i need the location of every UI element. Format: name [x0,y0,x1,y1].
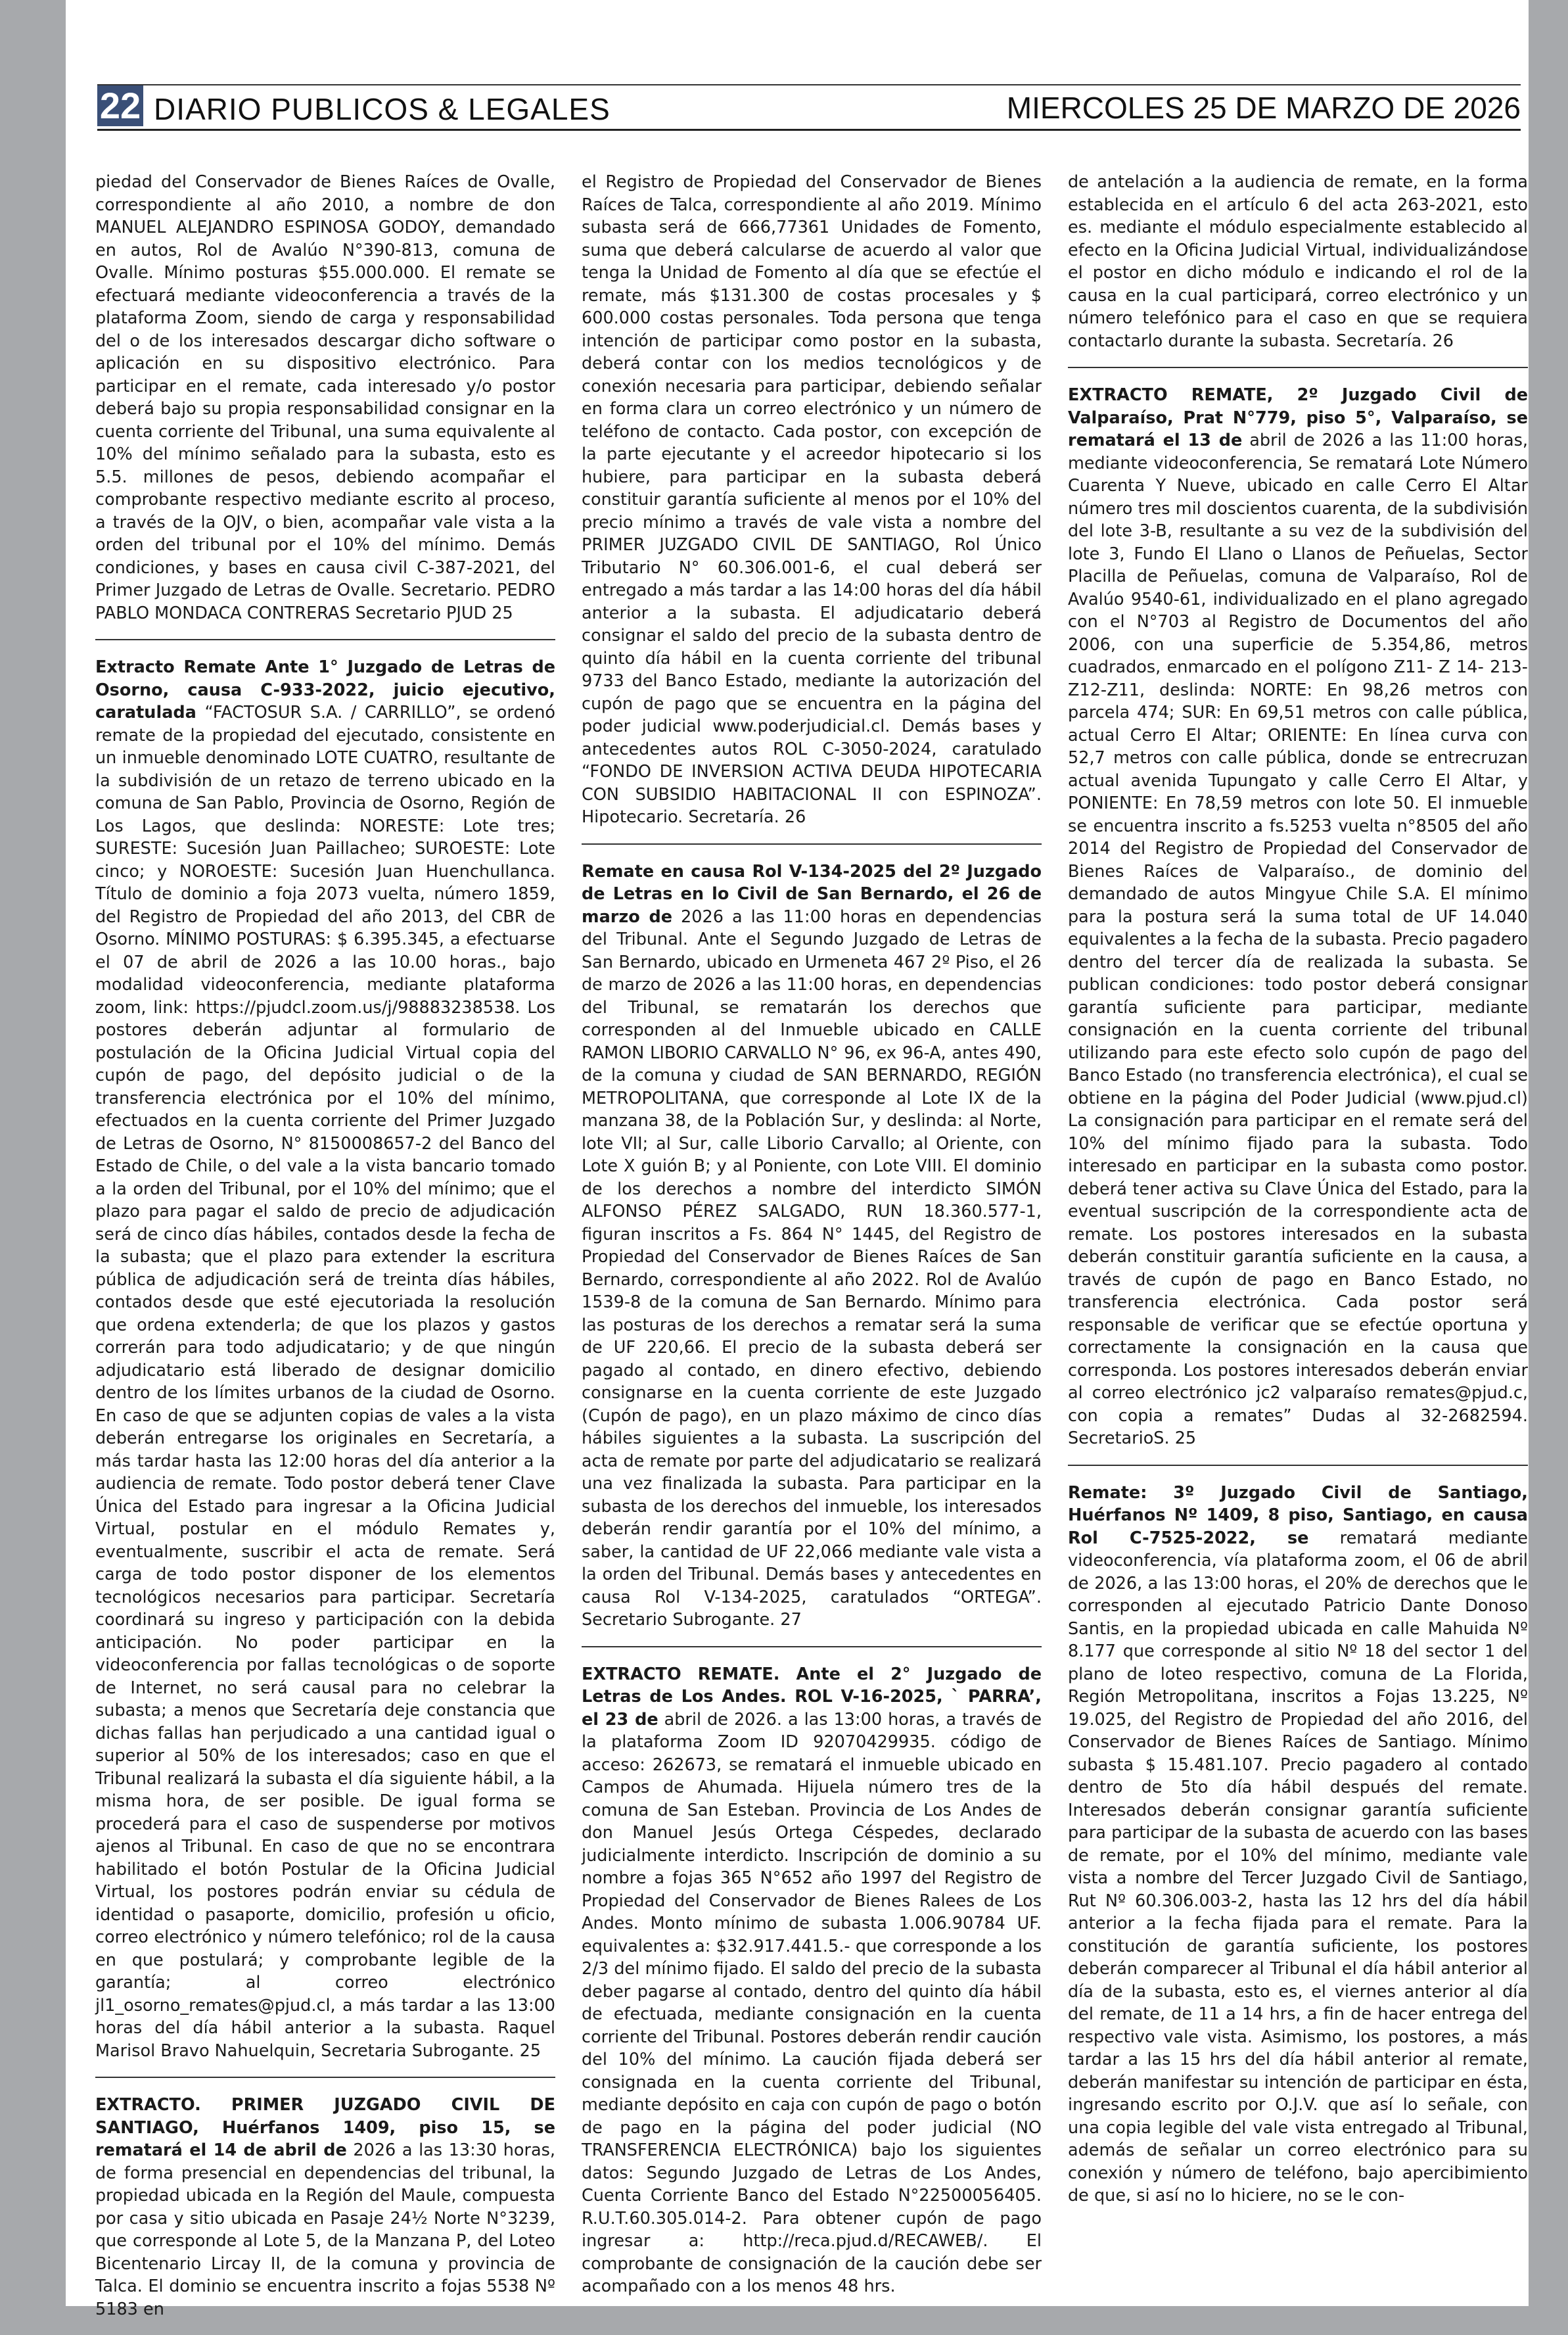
header-bottom-rule [97,129,1521,131]
notice-body: de antelación a la audiencia de remate, en la forma establecida en el artículo 6 del acta 263-2021, esto es. mediante el módulo especialmente establecido al efecto en la Oficina Judicial Virtual, individualizándose el postor en dicho módulo e indicando el rol de la causa en la cual participará, correo electrónico y un número telefónico para el caso en que se requiera contactarlo durante la subasta. Secretaría. 26 [1068,172,1528,351]
legal-notice [95,656,555,2078]
notice-heading: EXTRACTO REMATE. Ante el 2° Juzgado de Letras de Los Andes. ROL V-16-2025, ` PARRA’, el 23 de [582,1664,1042,1730]
column-2 [582,171,1042,2296]
legal-notice [1068,384,1528,1466]
notice-heading: EXTRACTO REMATE, 2º Juzgado Civil de Valparaíso, Prat N°779, piso 5°, Valparaíso, se rematará el 13 de [1068,385,1528,450]
legal-notice [1068,1482,1528,2222]
column-1 [95,171,555,2319]
publication-name: DIARIO PUBLICOS & LEGALES [154,92,611,126]
notice-body: “FACTOSUR S.A. / CARRILLO”, se ordenó remate de la propiedad del ejecutado, consistente en un inmueble denominado LOTE CUATRO, resultante de la subdivisión de un retazo de terreno ubicado en la comuna de San Pablo, Provincia de Osorno, Región de Los Lagos, que deslinda: NORESTE: Lote tres; SURESTE: Sucesión Juan Paillacheo; SUROESTE: Lote cinco; y NOROESTE: Sucesión Juan Huenchullanca. Título de dominio a foja 2073 vuelta, número 1859, del Registro de Propiedad del año 2013, del CBR de Osorno. MÍNIMO POSTURAS: $ 6.395.345, a efectuarse el 07 de abril de 2026 a las 10.00 horas., bajo modalidad videoconferencia, mediante plataforma zoom, link: https://pjudcl.zoom.us/j/98883238538. Los postores deberán adjuntar al formulario de postulación de la Oficina Judicial Virtual copia del cupón de pago, del depósito judicial o de la transferencia electrónica por el 10% del mínimo, efectuados en la cuenta corriente del Primer Juzgado de Letras de Osorno, N° 8150008657-2 del Banco del Estado de Chile, o del vale a la vista bancario tomado a la orden del Tribunal, por el 10% del mínimo; que el plazo para pagar el saldo de precio de adjudicación será de cinco días hábiles, contados desde la fecha de la subasta; que el plazo para extender la escritura pública de adjudicación será de treinta días hábiles, contados desde que esté ejecutoriada la resolución que ordena extenderla; de que los plazos y gastos correrán para todo adjudicatario; y de que ningún adjudicatario está liberado de designar domicilio dentro de los límites urbanos de la ciudad de Osorno. En caso de que se adjunten copias de vales a la vista deberán entregarse los originales en Secretaría, a más tardar hasta las 12:00 horas del día anterior a la audiencia de remate. Todo postor deberá tener Clave Única del Estado para ingresar a la Oficina Judicial Virtual, postular en el módulo Remates y, eventualmente, suscribir el acta de remate. Será carga de todo postor disponer de los elementos tecnológicos necesarios para participar. Secretaría coordinará su ingreso y participación con la debida anticipación. No poder participar en la videoconferencia por fallas tecnológicas o de soporte de Internet, no será causal para no celebrar la subasta; a menos que Secretaría deje constancia que dichas fallas han perjudicado a una cantidad igual o superior al 50% de los interesados; caso en que el Tribunal realizará la subasta el día siguiente hábil, a la misma hora, de ser posible. De igual forma se procederá para el caso de suspenderse por motivos ajenos al Tribunal. En caso de que no se encontrara habilitado el botón Postular de la Oficina Judicial Virtual, los postores podrán enviar su cédula de identidad o pasaporte, domicilio, profesión u oficio, correo electrónico y número telefónico; rol de la causa en que postulará; y comprobante legible de la garantía; al correo electrónico jl1_osorno_remates@pjud.cl, a más tardar a las 13:00 horas del día hábil anterior a la subasta. Raquel Marisol Bravo Nahuelquin, Secretaria Subrogante. 25 [95,703,555,2061]
notice-heading: EXTRACTO. PRIMER JUZGADO CIVIL DE SANTIAGO, Huérfanos 1409, piso 15, se rematará el 14 de abril de [95,2095,555,2160]
notice-body: abril de 2026 a las 11:00 horas, mediante videoconferencia, Se rematará Lote Número Cuarenta Y Nueve, ubicado en calle Cerro El Altar número tres mil doscientos cuarenta, de la subdivisión del lote 3-B, resultante a su vez de la subdivisión del lote 3, Fundo El Llano o Llanos de Peñuelas, Sector Placilla de Peñuelas, comuna de Valparaíso, Rol de Avalúo 9540-61, individualizado en el plano agregado con el N°703 al Registro de Documentos del año 2006, con una superficie de 5.354,86, metros cuadrados, enmarcado en el polígono Z11- Z 14- 213- Z12-Z11, deslinda: NORTE: En 98,26 metros con parcela 474; SUR: En 69,51 metros con calle pública, actual Cerro El Altar; ORIENTE: En línea curva con 52,7 metros con calle pública, donde se entrecruzan actual avenida Tupungato y calle Cerro El Altar, y PONIENTE: En 78,59 metros con lote 50. El inmueble se encuentra inscrito a fs.5253 vuelta n°8505 del año 2014 del Registro de Propiedad del Conservador de Bienes Raíces de Valparaíso., de dominio del demandado de autos Mingyue Chile S.A. El mínimo para la postura será la suma total de UF 14.040 equivalentes a la fecha de la subasta. Precio pagadero dentro del tercer día de realizada la subasta. Se publican condiciones: todo postor deberá consignar garantía suficiente para participar, mediante consignación en la cuenta corriente del tribunal utilizando para este efecto solo cupón de pago del Banco Estado (no transferencia electrónica), el cual se obtiene en la página del Poder Judicial (www.pjud.cl) La consignación para participar en el remate será del 10% del mínimo fijado para la subasta. Todo interesado en participar en la subasta como postor. deberá tener activa su Clave Única del Estado, para la eventual suscripción de la correspondiente acta de remate. Los postores interesados en la subasta deberán constituir garantía suficiente en la causa, a través de cupón de pago en Banco Estado, no transferencia electrónica. Cada postor será responsable de verificar que se efectúe oportuna y correctamente la consignación en la causa que corresponda. Los postores interesados deberán enviar al correo electrónico jc2 valparaíso remates@pjud.c, con copia a remates” Dudas al 32-2682594. SecretarioS. 25 [1068,431,1528,1448]
page-header [97,82,1521,129]
legal-notice [1068,171,1528,368]
notice-body: rematará mediante videoconferencia, vía plataforma zoom, el 06 de abril de 2026, a las 13:00 horas, el 20% de derechos que le corresponden al ejecutado Patricio Dante Donoso Santis, en la propiedad ubicada en calle Mahuida Nº 8.177 que corresponde al sitio Nº 18 del sector 1 del plano de loteo respectivo, comuna de La Florida, Región Metropolitana, inscritos a Fojas 13.225, Nº 19.025, del Registro de Propiedad del año 2016, del Conservador de Bienes Raíces de Santiago. Mínimo subasta $ 15.481.107. Precio pagadero al contado dentro de 5to día hábil después del remate. Interesados deberán consignar garantía suficiente para participar de la subasta de acuerdo con las bases de remate, por el 10% del mínimo, mediante vale vista a nombre del Tercer Juzgado Civil de Santiago, Rut Nº 60.306.003-2, hasta las 12 hrs del día hábil anterior a la fecha fijada para el remate. Para la constitución de garantía suficiente, los postores deberán comparecer al Tribunal el día hábil anterior al día de la subasta, esto es, el viernes anterior al día del remate, de 11 a 14 hrs, a fin de hacer entrega del respectivo vale vista. Asimismo, los postores, a más tardar a las 15 hrs del día hábil anterior al remate, deberán manifestar su intención de participar en ésta, ingresando escrito por O.J.V. que así lo señale, con una copia legible del vale vista entregado al Tribunal, además de señalar un correo electrónico para su conexión y número de teléfono, bajo apercibimiento de que, si así no lo hiciere, no se le con- [1068,1528,1528,2205]
publication-date: MIERCOLES 25 DE MARZO DE 2026 [1006,91,1521,125]
column-3 [1068,171,1528,2275]
legal-notice [95,171,555,640]
notice-body: el Registro de Propiedad del Conservador de Bienes Raíces de Talca, correspondiente al año 2019. Mínimo subasta será de 666,77361 Unidades de Fomento, suma que deberá calcularse de acuerdo al valor que tenga la Unidad de Fomento al día que se efectúe el remate, más $131.300 de costas procesales y $ 600.000 costas personales. Toda persona que tenga intención de participar como postor en la subasta, deberá contar con los medios tecnológicos y de conexión necesaria para participar, debiendo señalar en forma clara un correo electrónico y un número de teléfono de contacto. Cada postor, con excepción de la parte ejecutante y el acreedor hipotecario si los hubiere, para participar en la subasta deberá constituir garantía suficiente al menos por el 10% del precio mínimo a través de vale vista a nombre del PRIMER JUZGADO CIVIL DE SANTIAGO, Rol Único Tributario N° 60.306.001-6, el cual deberá ser entregado a más tardar a las 14:00 horas del día hábil anterior a la subasta. El adjudicatario deberá consignar el saldo del precio de la subasta dentro de quinto día hábil en la cuenta corriente del tribunal 9733 del Banco Estado, mediante la autorización del cupón de pago que se encuentra en la página del poder judicial www.poderjudicial.cl. Demás bases y antecedentes autos ROL C-3050-2024, caratulado “FONDO DE INVERSION ACTIVA DEUDA HIPOTECARIA CON SUBSIDIO HABITACIONAL II con ESPINOZA”. Hipotecario. Secretaría. 26 [582,172,1042,827]
legal-notice [582,1663,1042,2313]
notice-heading: Remate: 3º Juzgado Civil de Santiago, Huérfanos Nº 1409, 8 piso, Santiago, en causa Rol C-7525-2022, se [1068,1482,1528,1548]
notice-body: abril de 2026. a las 13:00 horas, a través de la plataforma Zoom ID 92070429935. código de acceso: 262673, se rematará el inmueble ubicado en Campos de Ahumada. Hijuela número tres de la comuna de San Esteban. Provincia de Los Andes de don Manuel Jesús Ortega Céspedes, declarado judicialmente interdicto. Inscripción de dominio a su nombre a fojas 365 N°652 año 1997 del Registro de Propiedad del Conservador de Bienes Ralees de Los Andes. Monto mínimo de subasta 1.006.90784 UF. equivalentes a: $32.917.441.5.- que corresponde a los 2/3 del mínimo fijado. El saldo del precio de la subasta deber pagarse al contado, dentro del quinto día hábil de efectuada, mediante consignación en la cuenta corriente del Tribunal. Postores deberán rendir caución del 10% del mínimo. La caución fijada deberá ser consignada en la cuenta corriente del Tribunal, mediante depósito en caja con cupón de pago o botón de pago en la página del poder judicial (NO TRANSFERENCIA ELECTRÓNICA) bajo los siguientes datos: Segundo Juzgado de Letras de Los Andes, Cuenta Corriente Banco del Estado N°22500056405. R.U.T.60.305.014-2. Para obtener cupón de pago ingresar a: http://reca.pjud.d/RECAWEB/. El comprobante de consignación de la caución debe ser acompañado con a los menos 48 hrs. [582,1709,1042,2296]
notice-heading: Remate en causa Rol V-134-2025 del 2º Juzgado de Letras en lo Civil de San Bernardo, el 26 de marzo de [582,861,1042,927]
legal-notice [95,2094,555,2335]
page-number: 22 [97,85,143,126]
notice-body: 2026 a las 11:00 horas en dependencias del Tribunal. Ante el Segundo Juzgado de Letras de San Bernardo, ubicado en Urmeneta 467 2º Piso, el 26 de marzo de 2026 a las 11:00 horas, en dependencias del Tribunal, se rematarán los derechos que corresponden al del Inmueble ubicado en CALLE RAMON LIBORIO CARVALLO N° 96, ex 96-A, antes 490, de la comuna y ciudad de SAN BERNARDO, REGIÓN METROPOLITANA, que corresponde al Lote IX de la manzana 38, de la Población Sur, y deslinda: al Norte, lote VII; al Sur, calle Liborio Carvallo; al Oriente, con Lote X guión B; y al Poniente, con Lote VIII. El dominio de los derechos a nombre del interdicto SIMÓN ALFONSO PÉREZ SALGADO, RUN 18.360.577-1, figuran inscritos a Fs. 864 N° 1445, del Registro de Propiedad del Conservador de Bienes Raíces de San Bernardo, correspondiente al año 2022. Rol de Avalúo 1539-8 de la comuna de San Bernardo. Mínimo para las posturas de los derechos a rematar será la suma de UF 220,66. El precio de la subasta deberá ser pagado al contado, en dinero efectivo, debiendo consignarse en la cuenta corriente de este Juzgado (Cupón de pago), en un plazo máximo de cinco días hábiles siguientes a la subasta. La suscripción del acta de remate por parte del adjudicatario se realizará una vez finalizada la subasta. Para participar en la subasta de los derechos del inmueble, los interesados deberán rendir garantía por el 10% del mínimo, a saber, la cantidad de UF 22,066 mediante vale vista a la orden del Tribunal. Demás bases y antecedentes en causa Rol V-134-2025, caratulados “ORTEGA”. Secretario Subrogante. 27 [582,907,1042,1630]
notice-heading: Extracto Remate Ante 1° Juzgado de Letras de Osorno, causa C-933-2022, juicio ejecutivo, caratulada [95,657,555,722]
legal-notice [582,171,1042,845]
legal-notice [582,861,1042,1647]
notice-body: 2026 a las 13:30 horas, de forma presencial en dependencias del tribunal, la propiedad ubicada en la Región del Maule, compuesta por casa y sitio ubicada en Pasaje 24½ Norte N°3239, que corresponde al Lote 5, de la Manzana P, del Loteo Bicentenario Lircay II, de la comuna y provincia de Talca. El dominio se encuentra inscrito a fojas 5538 Nº 5183 en [95,2140,555,2319]
notice-body: piedad del Conservador de Bienes Raíces de Ovalle, correspondiente al año 2010, a nombre de don MANUEL ALEJANDRO ESPINOSA GODOY, demandado en autos, Rol de Avalúo N°390-813, comuna de Ovalle. Mínimo posturas $55.000.000. El remate se efectuará mediante videoconferencia a través de la plataforma Zoom, siendo de carga y responsabilidad del o de los interesados descargar dicho software o aplicación en su dispositivo electrónico. Para participar en el remate, cada interesado y/o postor deberá bajo su propia responsabilidad consignar en la cuenta corriente del Tribunal, una suma equivalente al 10% del mínimo señalado para la subasta, esto es 5.5. millones de pesos, debiendo acompañar el comprobante respectivo mediante escrito al proceso, a través de la OJV, o bien, acompañar vale vista a la orden del tribunal por el 10% del mínimo. Demás condiciones, y bases en causa civil C-387-2021, del Primer Juzgado de Letras de Ovalle. Secretario. PEDRO PABLO MONDACA CONTRERAS Secretario PJUD 25 [95,172,555,623]
